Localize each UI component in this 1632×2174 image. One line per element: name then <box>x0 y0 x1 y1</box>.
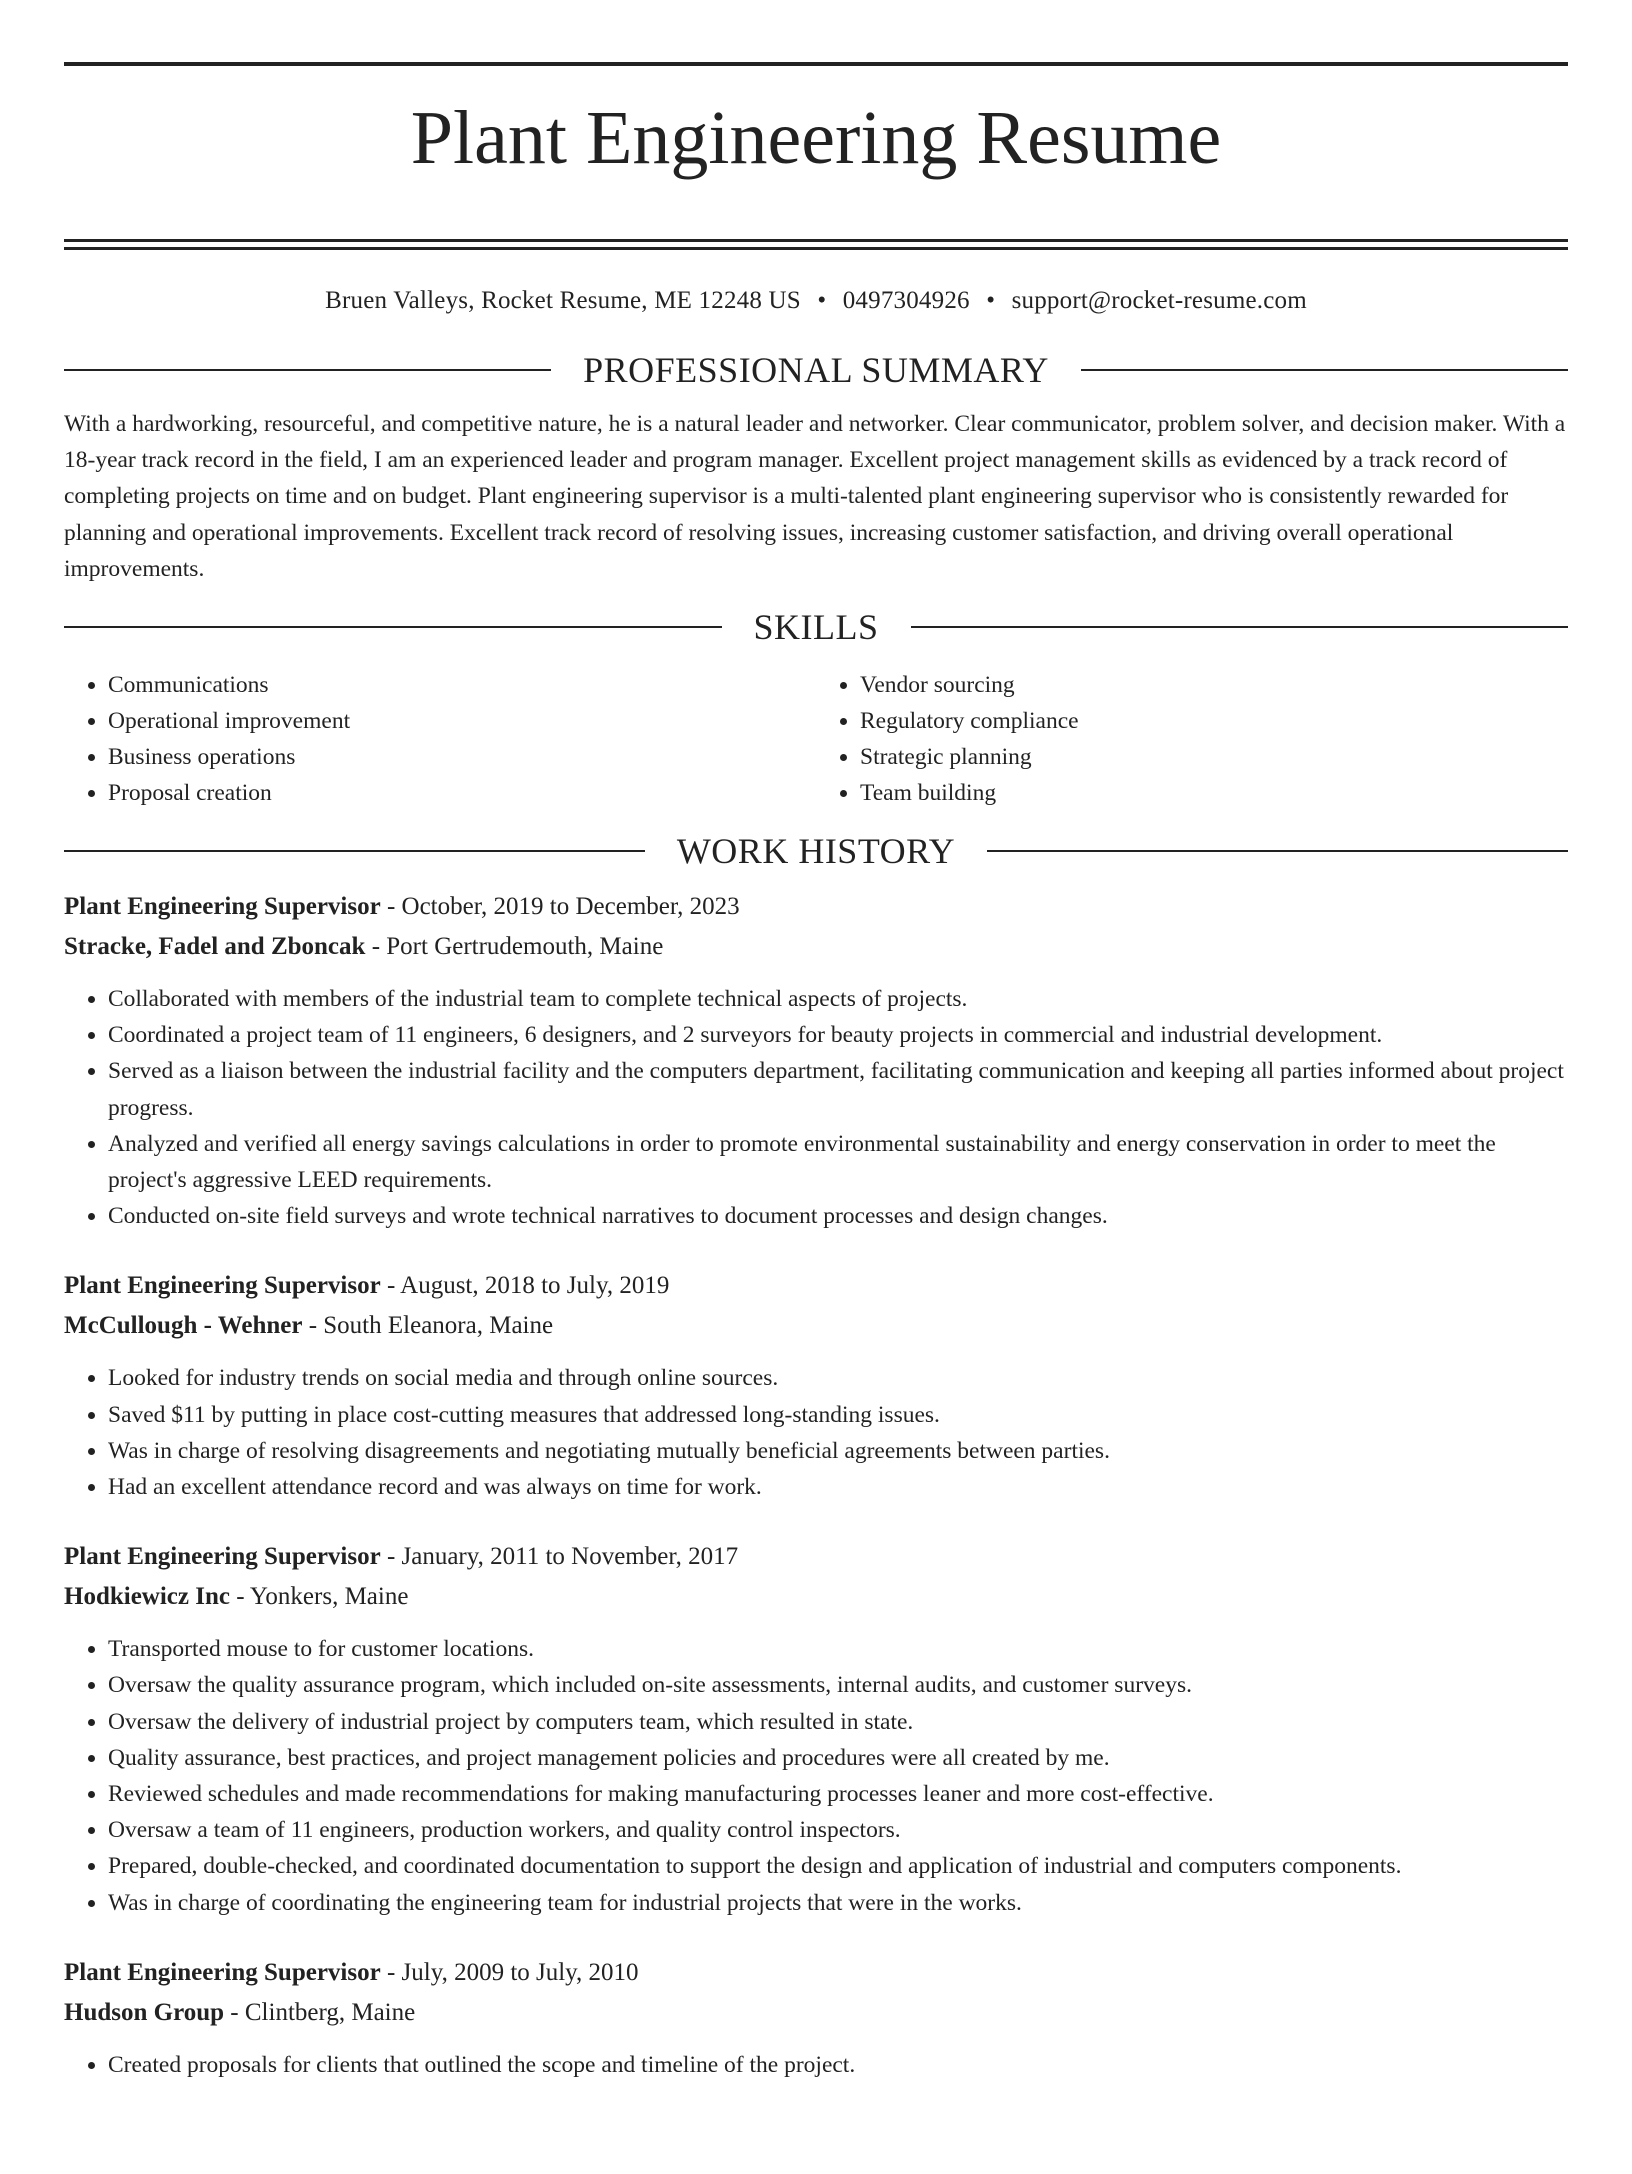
job-bullet: • Transported mouse to for customer locations. <box>108 1631 1568 1667</box>
contact-address: Bruen Valleys, Rocket Resume, ME 12248 US <box>325 286 801 314</box>
job-bullets <box>64 1631 1568 1921</box>
skills-column-left <box>64 667 816 811</box>
section-heading-work <box>64 829 1568 873</box>
job-company: Hodkiewicz Inc <box>64 1583 230 1611</box>
top-rule <box>64 62 1568 66</box>
job-bullet: • Created proposals for clients that outlined the scope and timeline of the project. <box>108 2047 1568 2083</box>
job-company-line <box>64 1993 1568 2033</box>
section-title-work: WORK HISTORY <box>676 830 956 871</box>
contact-separator: • <box>986 286 996 314</box>
job-bullet: • Quality assurance, best practices, and project management policies and procedures were all created by me. <box>108 1740 1568 1776</box>
job-location: - Clintberg, Maine <box>224 1998 416 2026</box>
section-heading-summary <box>64 348 1568 392</box>
job-title: Plant Engineering Supervisor <box>64 1958 381 1986</box>
skills-list <box>64 667 1568 811</box>
job-dates: - October, 2019 to December, 2023 <box>380 892 740 920</box>
section-rule-right <box>987 850 1568 852</box>
job-bullets <box>64 1360 1568 1505</box>
job-bullet: • Prepared, double-checked, and coordinated documentation to support the design and application of industrial and computers components. <box>108 1848 1568 1884</box>
job-company-line <box>64 927 1568 967</box>
job-bullet: • Was in charge of resolving disagreements and negotiating mutually beneficial agreements between parties. <box>108 1433 1568 1469</box>
job-bullet: • Coordinated a project team of 11 engineers, 6 designers, and 2 surveyors for beauty projects in commercial and industrial development. <box>108 1017 1568 1053</box>
job-title-line <box>64 1537 1568 1577</box>
job-bullet: • Reviewed schedules and made recommendations for making manufacturing processes leaner and more cost-effective. <box>108 1776 1568 1812</box>
contact-line <box>64 284 1568 318</box>
job-company-line <box>64 1577 1568 1617</box>
resume-title: Plant Engineering Resume <box>410 96 1222 180</box>
job-bullet: • Analyzed and verified all energy savings calculations in order to promote environmental sustainability and energy conservation in order to meet the project's aggressive LEED requirements. <box>108 1126 1568 1198</box>
summary-paragraph: With a hardworking, resourceful, and competitive nature, he is a natural leader and networker. Clear communicator, problem solver, and decision maker. With a 18-year track record in the field, I am an experienced leader and program manager. Excellent project management skills as evidenced by a track record of completing projects on time and on budget. Plant engineering supervisor is a multi-talented plant engineering supervisor who is consistently rewarded for planning and operational improvements. Excellent track record of resolving issues, increasing customer satisfaction, and driving overall operational improvements. <box>64 410 1566 582</box>
job-bullet: • Served as a liaison between the industrial facility and the computers department, facilitating communication and keeping all parties informed about project progress. <box>108 1053 1568 1125</box>
skill-item: • Business operations <box>108 739 816 775</box>
resume-page <box>0 62 1632 2174</box>
job-entry <box>64 887 1568 1234</box>
job-location: - Port Gertrudemouth, Maine <box>365 932 664 960</box>
job-bullet: • Oversaw a team of 11 engineers, production workers, and quality control inspectors. <box>108 1812 1568 1848</box>
skill-item: • Communications <box>108 667 816 703</box>
job-bullet: • Collaborated with members of the industrial team to complete technical aspects of projects. <box>108 981 1568 1017</box>
job-title: Plant Engineering Supervisor <box>64 892 381 920</box>
job-company-line <box>64 1306 1568 1346</box>
skill-item: • Regulatory compliance <box>860 703 1568 739</box>
job-dates: - July, 2009 to July, 2010 <box>380 1958 639 1986</box>
job-company: McCullough - Wehner <box>64 1312 303 1340</box>
skill-item: • Team building <box>860 775 1568 811</box>
skill-item: • Proposal creation <box>108 775 816 811</box>
section-title-skills: SKILLS <box>753 606 879 647</box>
skill-item: • Operational improvement <box>108 703 816 739</box>
job-bullets <box>64 981 1568 1234</box>
job-bullet: • Oversaw the quality assurance program, which included on-site assessments, internal audits, and customer surveys. <box>108 1667 1568 1703</box>
section-title-summary: PROFESSIONAL SUMMARY <box>583 349 1049 390</box>
job-title: Plant Engineering Supervisor <box>64 1272 381 1300</box>
job-bullet: • Conducted on-site field surveys and wrote technical narratives to document processes and design changes. <box>108 1198 1568 1234</box>
job-title: Plant Engineering Supervisor <box>64 1543 381 1571</box>
section-rule-right <box>911 626 1569 628</box>
job-bullets <box>64 2047 1568 2083</box>
contact-separator: • <box>817 286 827 314</box>
job-company: Hudson Group <box>64 1998 225 2026</box>
job-entry <box>64 1953 1568 2083</box>
job-company: Stracke, Fadel and Zboncak <box>64 932 366 960</box>
job-bullet: • Looked for industry trends on social media and through online sources. <box>108 1360 1568 1396</box>
skill-item: • Vendor sourcing <box>860 667 1568 703</box>
job-bullet: • Oversaw the delivery of industrial project by computers team, which resulted in state. <box>108 1704 1568 1740</box>
section-rule-left <box>64 369 551 371</box>
skill-item: • Strategic planning <box>860 739 1568 775</box>
job-title-line <box>64 1953 1568 1993</box>
job-entry <box>64 1537 1568 1921</box>
job-entry <box>64 1266 1568 1505</box>
section-rule-left <box>64 850 645 852</box>
title-double-rule <box>64 239 1568 250</box>
job-dates: - January, 2011 to November, 2017 <box>380 1543 739 1571</box>
job-bullet: • Saved $11 by putting in place cost-cutting measures that addressed long-standing issues. <box>108 1397 1568 1433</box>
section-heading-skills <box>64 605 1568 649</box>
job-bullet: • Had an excellent attendance record and was always on time for work. <box>108 1469 1568 1505</box>
job-dates: - August, 2018 to July, 2019 <box>380 1272 670 1300</box>
job-title-line <box>64 887 1568 927</box>
contact-email: support@rocket-resume.com <box>1011 286 1307 314</box>
section-rule-left <box>64 626 722 628</box>
skills-column-right <box>816 667 1568 811</box>
section-rule-right <box>1081 369 1568 371</box>
job-location: - South Eleanora, Maine <box>302 1312 554 1340</box>
job-bullet: • Was in charge of coordinating the engineering team for industrial projects that were in the works. <box>108 1885 1568 1921</box>
job-title-line <box>64 1266 1568 1306</box>
contact-phone: 0497304926 <box>842 286 970 314</box>
job-location: - Yonkers, Maine <box>229 1583 409 1611</box>
